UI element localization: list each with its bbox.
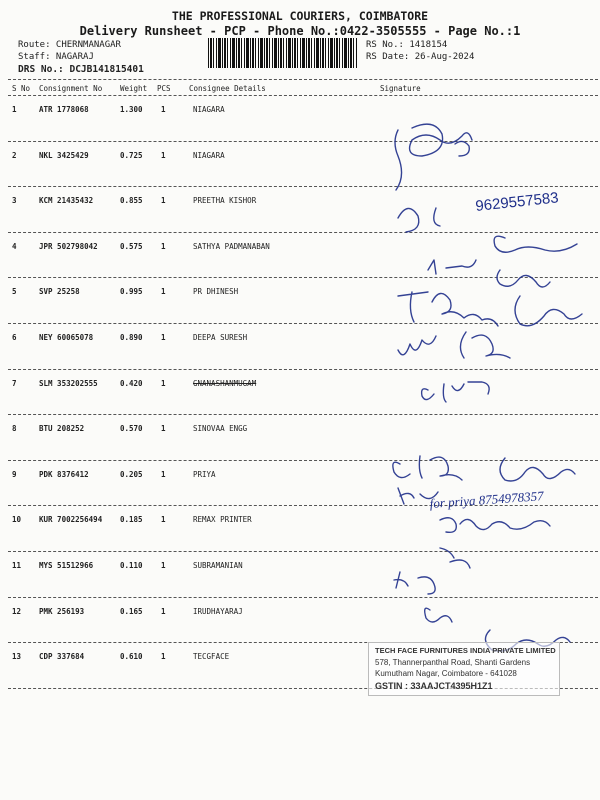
row-consignee: NIAGARA	[193, 150, 225, 160]
row-pcs: 1	[161, 287, 166, 297]
row-consignee: PREETHA KISHOR	[193, 196, 257, 206]
row-sno: 10	[12, 515, 22, 525]
row-consignment-no: NEY 60065078	[39, 333, 94, 342]
row-consignment-no: KUR 7002256494	[39, 515, 103, 525]
row-pcs: 1	[161, 606, 166, 616]
col-header-consignee: Consignee Details	[189, 84, 266, 93]
row-consignee: IRUDHAYARAJ	[193, 606, 243, 616]
staff-label: Staff: NAGARAJ	[18, 52, 94, 62]
row-weight: 0.165	[120, 606, 143, 616]
row-weight: 0.110	[120, 561, 143, 570]
document-title: THE PROFESSIONAL COURIERS, COIMBATORE	[171, 9, 429, 23]
stamp-address-line1: 578, Thannerpanthal Road, Shanti Gardens	[375, 658, 531, 667]
row-consignment-no: ATR 1778068	[39, 105, 89, 114]
row-pcs: 1	[161, 105, 166, 114]
row-consignment-no: JPR 502798042	[39, 241, 98, 251]
row-pcs: 1	[161, 652, 166, 662]
signature-phone-note: 9629557583	[474, 189, 560, 215]
row-consignment-no: CDP 337684	[39, 652, 85, 662]
row-consignee: SINOVAA ENGG	[193, 424, 248, 434]
row-sno: 8	[12, 424, 17, 434]
row-weight: 0.725	[120, 150, 143, 160]
row-sno: 7	[12, 378, 17, 388]
row-weight: 1.300	[120, 105, 143, 114]
row-pcs: 1	[161, 378, 166, 388]
row-pcs: 1	[161, 241, 166, 251]
rs-date: RS Date: 26-Aug-2024	[366, 52, 475, 62]
row-consignee: PR DHINESH	[193, 287, 239, 297]
row-pcs: 1	[161, 515, 166, 525]
col-header-sno: S No	[12, 84, 31, 93]
stamp-company-name: TECH FACE FURNITURES INDIA PRIVATE LIMITED	[375, 646, 556, 655]
row-consignee: TECGFACE	[193, 652, 230, 662]
row-weight: 0.575	[120, 241, 143, 251]
row-consignment-no: KCM 21435432	[39, 196, 94, 206]
row-weight: 0.570	[120, 424, 143, 434]
row-sno: 1	[12, 105, 17, 114]
row-sno: 4	[12, 241, 17, 251]
row-pcs: 1	[161, 196, 166, 206]
row-consignment-no: BTU 208252	[39, 424, 85, 434]
row-consignee: SATHYA PADMANABAN	[193, 241, 270, 251]
row-consignment-no: SLM 353202555	[39, 378, 98, 388]
row-sno: 3	[12, 196, 17, 206]
row-pcs: 1	[161, 469, 166, 479]
row-sno: 9	[12, 469, 17, 479]
row-weight: 0.855	[120, 196, 143, 206]
row-consignee: GNANASHANMUGAM	[193, 378, 257, 388]
row-weight: 0.205	[120, 469, 143, 479]
row-pcs: 1	[161, 333, 166, 342]
row-consignee: NIAGARA	[193, 105, 225, 114]
row-consignment-no: MYS 51512966	[39, 561, 94, 570]
row-weight: 0.185	[120, 515, 143, 525]
row-weight: 0.420	[120, 378, 143, 388]
row-sno: 11	[12, 561, 22, 570]
row-consignment-no: PDK 8376412	[39, 469, 89, 479]
stamp-gstin: GSTIN : 33AAJCT4395H1Z1	[375, 681, 493, 691]
col-header-signature: Signature	[380, 84, 421, 93]
row-pcs: 1	[161, 424, 166, 434]
stamp-address-line2: Kumutham Nagar, Coimbatore - 641028	[375, 669, 517, 678]
row-weight: 0.610	[120, 652, 143, 662]
col-header-weight: Weight	[120, 84, 148, 93]
signature-priya-note: for priya 8754978357	[429, 488, 545, 511]
row-weight: 0.890	[120, 333, 143, 342]
drs-number: DRS No.: DCJB141815401	[18, 64, 144, 75]
row-sno: 2	[12, 150, 17, 160]
col-header-consignment: Consignment No	[39, 84, 103, 93]
document-subtitle: Delivery Runsheet - PCP - Phone No.:0422-3505555 - Page No.:1	[79, 24, 521, 38]
row-consignee: REMAX PRINTER	[193, 515, 252, 525]
row-consignment-no: PMK 256193	[39, 606, 85, 616]
row-consignment-no: NKL 3425429	[39, 150, 89, 160]
rs-number: RS No.: 1418154	[366, 40, 448, 50]
row-sno: 12	[12, 606, 22, 616]
row-weight: 0.995	[120, 287, 143, 297]
company-stamp	[368, 642, 560, 696]
row-consignee: SUBRAMANIAN	[193, 561, 243, 570]
row-consignee: DEEPA SURESH	[193, 333, 248, 342]
row-consignee: PRIYA	[193, 469, 216, 479]
col-header-pcs: PCS	[157, 84, 171, 93]
row-consignment-no: SVP 25258	[39, 287, 80, 297]
route-label: Route: CHERNMANAGAR	[18, 40, 121, 50]
row-pcs: 1	[161, 561, 166, 570]
row-sno: 13	[12, 652, 22, 662]
row-sno: 5	[12, 287, 17, 297]
row-sno: 6	[12, 333, 17, 342]
row-pcs: 1	[161, 150, 166, 160]
